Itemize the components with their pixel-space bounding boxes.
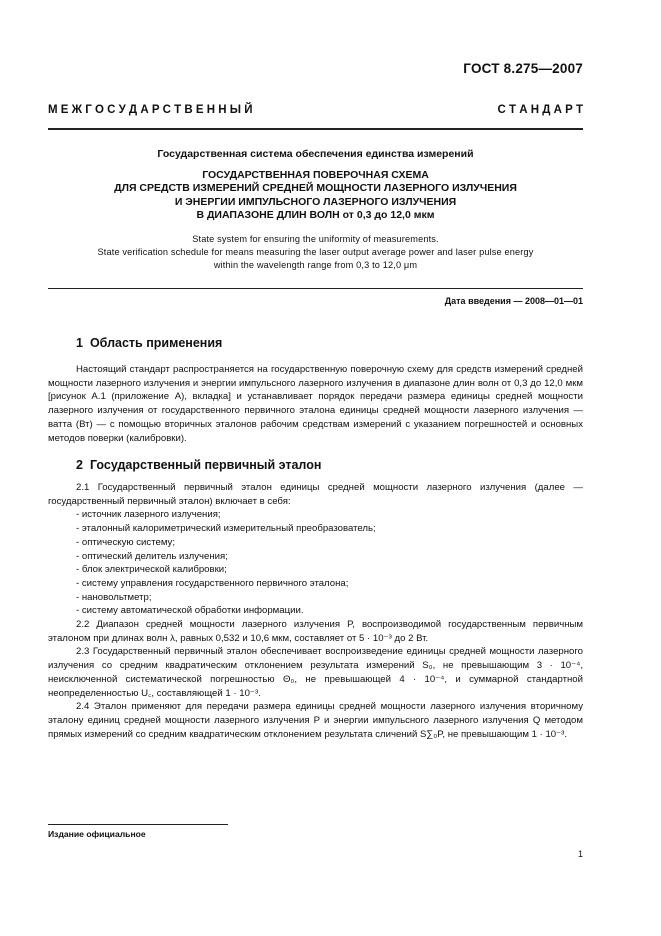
paragraph-2-2: 2.2 Диапазон средней мощности лазерного излучения P, воспроизводимой государственным первичным эталоном при длинах волн λ, равных 0,532 и 10,6 мкм, составляет от 5 · 10⁻³ до 2 Вт. — [48, 619, 583, 644]
main-title — [48, 169, 583, 222]
section-title: Государственный первичный эталон — [89, 458, 322, 472]
title-rule — [48, 288, 583, 289]
banner-right: С Т А Н Д А Р Т — [497, 104, 583, 116]
list-item: - систему автоматической обработки информации. — [48, 604, 583, 618]
paragraph-2-4: 2.4 Эталон применяют для передачи размера единицы средней мощности лазерного излучения вторичному эталону единиц средней мощности лазерного излучения P и энергии импульсного лазерного излучения Q методом прямых измерений со средним квадратическим отклонением результата сличений S∑₀P, не превышающим 1 · 10⁻³. — [48, 701, 583, 740]
header-rule — [48, 128, 583, 130]
list-item: - блок электрической калибровки; — [48, 563, 583, 577]
paragraph-2-3: 2.3 Государственный первичный эталон обеспечивает воспроизведение единицы средней мощности лазерного излучения со средним квадратическим отклонением результата измерений S₀, не превышающим 3 · 10⁻⁴, неисключенной систематической погрешностью Θ₀, не превышающей 4 · 10⁻⁴, и суммарной стандартной неопределенностью U꜀, составляющей 1 · 10⁻³. — [48, 646, 583, 699]
main-title-line: ГОСУДАРСТВЕННАЯ ПОВЕРОЧНАЯ СХЕМА — [202, 169, 429, 181]
equipment-list — [48, 508, 583, 618]
list-item: - источник лазерного излучения; — [48, 508, 583, 522]
list-item: - систему управления государственного первичного эталона; — [48, 577, 583, 591]
page-number: 1 — [577, 849, 583, 859]
section-number: 1 — [76, 336, 83, 350]
edition-note: Издание официальное — [48, 829, 146, 839]
english-title-line: State system for ensuring the uniformity of measurements. — [192, 234, 439, 244]
section-1-text — [48, 363, 583, 445]
interstate-standard-banner — [48, 104, 583, 116]
banner-left: М Е Ж Г О С У Д А Р С Т В Е Н Н Ы Й — [48, 104, 253, 116]
standard-code: ГОСТ 8.275—2007 — [463, 61, 583, 76]
main-title-line: В ДИАПАЗОНЕ ДЛИН ВОЛН от 0,3 до 12,0 мкм — [196, 208, 435, 221]
main-title-line: ДЛЯ СРЕДСТВ ИЗМЕРЕНИЙ СРЕДНЕЙ МОЩНОСТИ ЛАЗЕРНОГО ИЗЛУЧЕНИЯ — [114, 182, 517, 195]
section-2-body — [48, 481, 583, 741]
system-title: Государственная система обеспечения единства измерений — [157, 148, 474, 160]
list-item: - оптический делитель излучения; — [48, 550, 583, 564]
list-item: - эталонный калориметрический измерительный преобразователь; — [48, 522, 583, 536]
english-title-line: within the wavelength range from 0,3 to 12,0 μm — [213, 259, 418, 270]
english-title — [48, 233, 583, 271]
list-item: - оптическую систему; — [48, 536, 583, 550]
section-number: 2 — [76, 458, 83, 472]
paragraph: Настоящий стандарт распространяется на государственную поверочную схему для средств измерений средней мощности лазерного излучения и энергии импульсного лазерного излучения в диапазоне длин волн от 0,3 до 12,0 мкм [рисунок А.1 (приложение А), вкладка] и устанавливает порядок передачи размера единицы средней мощности лазерного излучения от государственного первичного эталона единицы средней мощности лазерного излучения — ватта (Вт) — с помощью вторичных эталонов рабочим средствам измерений с указанием погрешностей и основных методов поверки (калибровки). — [48, 364, 583, 444]
footer-rule — [48, 824, 228, 825]
section-2-heading — [76, 458, 321, 472]
paragraph-2-1: 2.1 Государственный первичный эталон единицы средней мощности лазерного излучения (далее — государственный первичный эталон) включает в себя: — [48, 482, 583, 507]
introduction-date: Дата введения — 2008—01—01 — [444, 296, 583, 306]
section-title: Область применения — [89, 336, 223, 350]
english-title-line: State verification schedule for means measuring the laser output average power and laser pulse energy — [97, 246, 534, 257]
list-item: - нановольтметр; — [48, 591, 583, 605]
section-1-heading — [76, 336, 222, 350]
main-title-line: И ЭНЕРГИИ ИМПУЛЬСНОГО ЛАЗЕРНОГО ИЗЛУЧЕНИЯ — [174, 195, 457, 208]
